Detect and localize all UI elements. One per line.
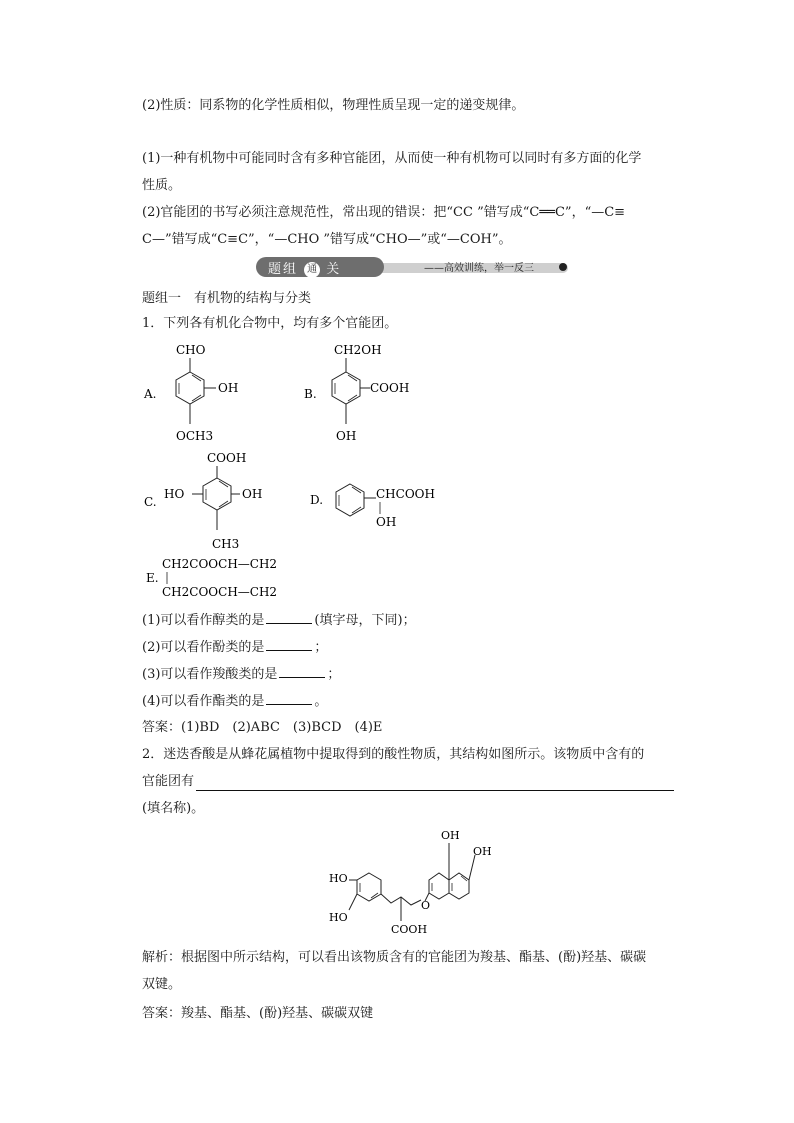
ho-label-2: HO (329, 911, 348, 924)
option-d-letter: D. (310, 493, 324, 507)
d-branch-group: OH (376, 515, 397, 529)
d-chain-group: CHCOOH (376, 487, 435, 501)
banner-subtitle: ——高效训练，举一反三 (424, 263, 534, 274)
option-a-letter: A. (144, 387, 157, 401)
benzene-ring-d (336, 484, 364, 516)
benzene-ring-a (176, 372, 204, 404)
c-left-group: HO (164, 487, 185, 501)
oh-label-2: OH (473, 845, 492, 858)
answer-blank[interactable] (266, 638, 312, 651)
answer-blank-long[interactable] (196, 790, 674, 791)
c-top-group: COOH (207, 451, 247, 465)
sub-question-2: (2)可以看作酚类的是 ； (142, 640, 328, 655)
c-right-group: OH (242, 487, 263, 501)
structure-c (140, 448, 280, 554)
b-top-group: CH2OH (334, 343, 382, 357)
c-bottom-group: CH3 (212, 537, 240, 551)
option-c-letter: C. (144, 495, 157, 509)
left-benzene-ring (357, 873, 381, 901)
banner-tab (256, 257, 384, 277)
banner-circle: 通 (304, 262, 320, 278)
cooh-label: COOH (391, 923, 428, 936)
answer-blank[interactable] (266, 611, 312, 624)
a-right-group: OH (218, 381, 239, 395)
structure-d (300, 470, 450, 540)
b-right-group: COOH (370, 381, 410, 395)
analysis-line-a: 解析：根据图中所示结构，可以看出该物质含有的官能团为羧基、酯基、(酚)羟基、碳碳 (142, 950, 647, 965)
e-row-2: CH2COOCH—CH2 (162, 585, 278, 599)
banner-title: 题组 通 关 (268, 262, 342, 277)
oh-label-1: OH (441, 829, 460, 842)
question-2-line-c: (填名称)。 (142, 801, 205, 816)
e-row-1: CH2COOCH—CH2 (162, 557, 278, 571)
answer-2: 答案：羧基、酯基、(酚)羟基、碳碳双键 (142, 1006, 374, 1021)
note-2-line-b: C—”错写成“C≡C”，“—CHO ”错写成“CHO—”或“—COH”。 (142, 232, 512, 247)
note-2-line-a: (2)官能团的书写必须注意规范性，常出现的错误：把“CC ”错写成“C══C”，“—C≡ (142, 205, 626, 220)
note-1-line-a: (1)一种有机物中可能同时含有多种官能团，从而使一种有机物可以同时有多方面的化学 (142, 151, 642, 166)
a-bottom-group: OCH3 (176, 429, 214, 443)
structure-b (300, 340, 420, 446)
note-1-line-b: 性质。 (142, 178, 182, 193)
answer-blank[interactable] (266, 692, 312, 705)
sub-question-4: (4)可以看作酯类的是 。 (142, 694, 328, 709)
structure-e (140, 556, 310, 604)
property-line: (2)性质：同系物的化学性质相似，物理性质呈现一定的递变规律。 (142, 98, 525, 113)
a-top-group: CHO (176, 343, 206, 357)
question-2-line-a: 2．迷迭香酸是从蜂花属植物中提取得到的酸性物质，其结构如图所示。该物质中含有的 (142, 747, 645, 762)
answer-1: 答案：(1)BD (2)ABC (3)BCD (4)E (142, 720, 383, 735)
banner-dot-icon (559, 263, 567, 271)
answer-blank[interactable] (279, 665, 325, 678)
sub-question-1: (1)可以看作醇类的是 (填字母，下同)； (142, 613, 416, 628)
benzene-ring-c (203, 478, 231, 510)
section-banner (256, 257, 570, 277)
question-2-line-b: 官能团有 (142, 774, 195, 789)
benzene-ring-b (332, 372, 360, 404)
b-bottom-group: OH (336, 429, 357, 443)
option-e-letter: E. (146, 571, 159, 585)
option-b-letter: B. (304, 387, 317, 401)
o-label: O (421, 899, 431, 912)
rosmarinic-acid-structure (325, 825, 505, 940)
group-heading: 题组一 有机物的结构与分类 (142, 291, 312, 306)
ho-label-1: HO (329, 872, 348, 885)
analysis-line-b: 双键。 (142, 977, 182, 992)
question-1-stem: 1．下列各有机化合物中，均有多个官能团。 (142, 316, 398, 331)
structure-a (140, 340, 250, 446)
sub-question-3: (3)可以看作羧酸类的是 ； (142, 667, 341, 682)
